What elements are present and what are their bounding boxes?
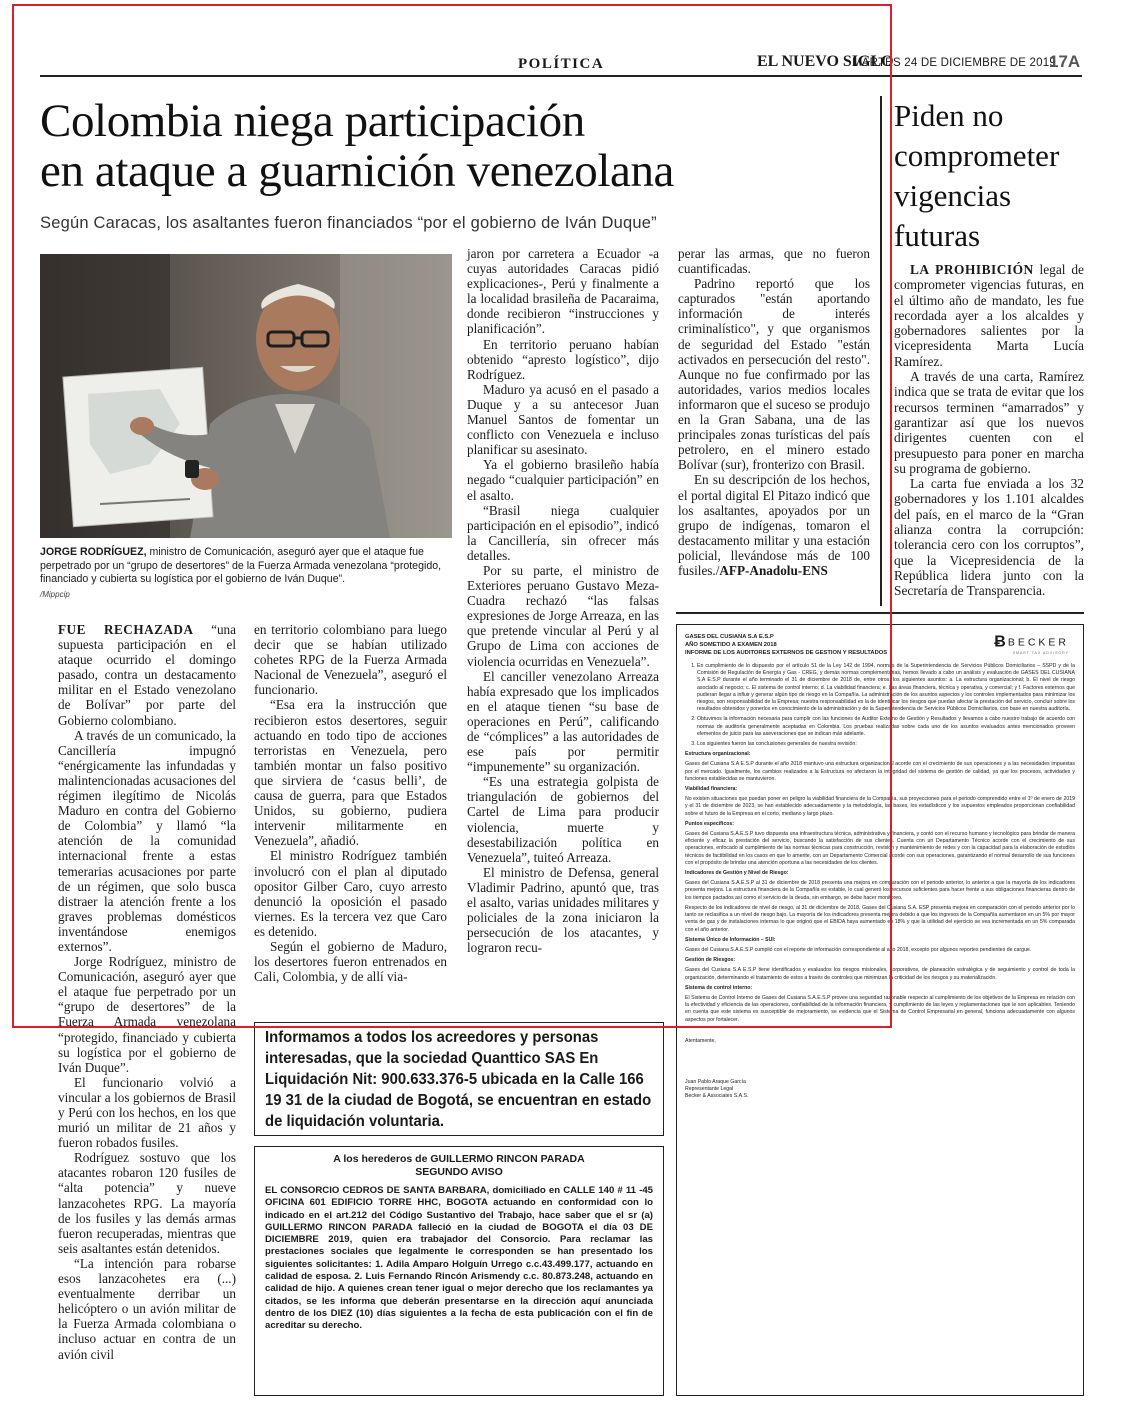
newspaper-name: EL NUEVO SIGLO — [757, 53, 894, 70]
side-paragraph-1: LA PROHIBICIÓN legal de comprometer vigencias futuras, en el último año de mandato, les fue recordada ayer a los alcaldes y gobernadores salientes por la vicepresidenta Marta Lucía Ramírez. — [894, 262, 1084, 369]
audit-paragraph: Gases del Cusiana S.A.E.S.P tuvo dispuesta una infraestructura técnica, administrativa y financiera, y contó con el recurso humano y tecnológico para brindar de manera eficiente y eficaz la prestación del servicio, buscando la satisfacción de sus clientes. Cuenta con un Departamento Técnico acorde con el crecimiento de sus operaciones, enfocado al cumplimiento de las normas técnicas para construcción, revisión y mantenimiento de redes y con la capacidad para la elaboración de estudios técnicos de factibilidad en los casos en que lo amerite, con un Departamento Comercial acorde con sus operaciones, garantizando el normal desarrollo de sus funciones con el propósito de brindar una atención oportuna a las necesidades de los clientes. — [685, 831, 1075, 866]
col3-paragraph-4: Ya el gobierno brasileño había negado “cualquier participación” en el asalto. — [467, 457, 659, 503]
heirs-notice-body: EL CONSORCIO CEDROS DE SANTA BARBARA, domiciliado en CALLE 140 # 11 -45 OFICINA 601 EDIFICIO TORRE HHC, BOGOTA actuando en conformidad con lo indicado en el art.212 del Código Sustantivo del Trabajo, hace saber que el sr (a) GUILLERMO RINCON PARADA falleció en la ciudad de BOGOTA el día 03 DE DICIEMBRE 2019, quien era trabajador del Consorcio. Para reclamar las prestaciones sociales que legalmente le corresponden se han presentado los siguientes solicitantes: 1. Adila Amparo Holguín Urrego c.c.43.499.177, actuando en calidad de esposa. 2. Luis Fernando Rincón Arismendy c.c. 80.873.248, actuando en calidad de hijo. A quienes crean tener igual o mejor derecho que los reclamantes ya citados, se les informa que deberán presentarse en la dirección aquí anunciada dentro de los DIEZ (10) días siguientes a la fecha de esta publicación con el fin de acreditar su derecho. — [265, 1185, 653, 1332]
col3-paragraph-5: “Brasil niega cualquier participación en el episodio”, indicó la Cancillería, sin ofrecer más detalles. — [467, 502, 659, 563]
audit-paragraph: Gases del Cusiana S.A E.S.P tiene identificados y evaluados los riesgos misionales, corporativos, de planeación estratégica y de seguimiento y control de toda la organización, determinando el tratamiento de estos a través de controles que minimizan la criticidad de los riesgos y su materialización. — [685, 967, 1075, 981]
audit-item-1: 1. En cumplimiento de lo dispuesto por el artículo 51 de la Ley 142 de 1994, normas de la Superintendencia de Servicios Públicos Domiciliarios – SSPD y de la Comisión de Regulación de Energía y Gas - CREG, y demás normas complementarias, hemos llevado a cabo un análisis y evaluación de GASES DEL CUSIANA S.A E.S.P durante el año terminado el 31 de diciembre de 2018 de, entre otros, los siguientes asuntos: a. La estructura organizacional; b. El nivel de riesgo asociado al negocio; c. El sistema de control interno; d. La viabilidad financiera; e. Las áreas financiera, técnica y operativa, y comercial; y f. Factores externos que pudieran llegar a influir y generar algún tipo de riesgo en la Compañía. La administración de los asuntos aspectos y los controles implementados para minimizar los riesgos, son responsabilidad de la Empresa; nuestra responsabilidad es la de identificar los riesgos que puedan afectar la prestación del servicio, concluir sobre los resultados obtenidos y ponerlos en conocimiento de la administración y de la Superintendencia de Servicios Públicos Domiciliarios, con base en nuestra auditoría. — [697, 663, 1075, 713]
section-label: POLÍTICA — [518, 56, 605, 72]
audit-closing: Atentamente, — [685, 1037, 716, 1044]
col1-paragraph-5: Rodríguez sostuvo que los atacantes robaron 120 fusiles de “alta potencia” y nueve lanzacohetes RPG. La mayoría de los fusiles y las demás armas fueron recuperadas, mientras que seis asaltantes están detenidos. — [58, 1150, 236, 1256]
audit-report — [676, 624, 1084, 1396]
side-paragraph-2: A través de una carta, Ramírez indica que se trata de evitar que los recursos terminen “amarrados” y garantizar así que los nuevos dirigentes cuenten con el presupuesto para poner en marcha su programa de gobierno. — [894, 369, 1084, 476]
side-article-body — [894, 262, 1084, 599]
side-bottom-rule — [676, 612, 1084, 614]
col3-paragraph-9: El ministro de Defensa, general Vladimir Padrino, apuntó que, tras el asalto, varias unidades militares y policiales de la zona iniciaron la persecución de los atacantes, y lograron recu- — [467, 864, 659, 956]
becker-logo — [994, 633, 1069, 655]
col3-paragraph-3: Maduro ya acusó en el pasado a Duque y a su antecesor Juan Manuel Santos de fomentar un conflicto con Venezuela e incluso planificar su asesinato. — [467, 381, 659, 458]
audit-heading: Viabilidad financiera: — [685, 786, 738, 793]
audit-signatory-role: Representante Legal — [685, 1086, 734, 1093]
audit-signatory-name: Juan Pablo Araque García — [685, 1078, 746, 1085]
col1-paragraph-3: Jorge Rodríguez, ministro de Comunicación, aseguró ayer que el ataque fue perpetrado por un “grupo de desertores” de la Fuerza Armada venezolana “protegido, financiado y cubierta su logística por el gobierno de Iván Duque”. — [58, 954, 236, 1075]
caption-name: JORGE RODRÍGUEZ, — [40, 546, 147, 558]
side-paragraph-3: La carta fue enviada a los 32 gobernadores y los 1.101 alcaldes del país, en el marco de la “Gran alianza contra la corrupción: tolerancia cero con los corruptos”, que la Vicepresidencia de la República lidera junto con la Secretaría de Transparencia. — [894, 476, 1084, 599]
heirs-notice-title: A los herederos de GUILLERMO RINCON PARADA — [333, 1153, 585, 1165]
col3-paragraph-7: El canciller venezolano Arreaza había expresado que los implicados en el ataque tienen “su base de operaciones en Perú”, calificando de “cómplices” a las autoridades de ese país por permitir “impunemente” su organización. — [467, 668, 659, 775]
page-number: 17A — [1049, 52, 1081, 71]
photo-credit: /Mippcip — [40, 590, 70, 599]
photo-illustration — [40, 254, 452, 538]
audit-item-3: 3. Los siguientes fueron las conclusiones generales de nuestra revisión: — [697, 741, 1075, 748]
side-lead-in: LA PROHIBICIÓN — [910, 262, 1034, 277]
becker-logo-tagline: SMART TAX ADVISORY — [1012, 651, 1069, 656]
main-headline — [40, 96, 674, 196]
audit-paragraph: Gases del Cusiana S.A.E.S.P cumplió con el reporte de información correspondiente al año 2018, excepto por algunos reportes pendientes de cargue. — [685, 946, 1032, 953]
becker-logo-mark: Ƀ — [994, 633, 1004, 651]
becker-logo-text: BECKER — [1007, 636, 1069, 649]
main-subhead: Según Caracas, los asaltantes fueron financiados “por el gobierno de Iván Duque” — [40, 214, 657, 232]
audit-signatory-firm: Becker & Associates S.A.S. — [685, 1093, 749, 1100]
col3-paragraph-1: jaron por carretera a Ecuador -a cuyas autoridades Caracas pidió explicaciones-, Perú y finalmente a la localidad brasileña de Pacaraima, donde recibieron “instrucciones y planificación”. — [467, 246, 659, 337]
article-photo — [40, 254, 452, 538]
col3-paragraph-2: En territorio peruano habían obtenido “apresto logístico”, dijo Rodríguez. — [467, 336, 659, 382]
issue-date: MARTES 24 DE DICIEMBRE DE 2019 — [852, 57, 1056, 69]
lead-in: FUE RECHAZADA — [58, 622, 194, 637]
col4-paragraph-2: Padrino reportó que los capturados "están aportando información de interés criminalístico", y que organismos de seguridad del Estado "están activados en persecución del resto". Aunque no fue confirmado por las autoridades, varios medios locales informaron que el suceso se produjo en la Gran Sabana, una de las principales zonas turísticas del país petrolero, en el minero estado Bolívar (sur), fronterizo con Brasil. — [678, 276, 870, 473]
col4-paragraph-1: perar las armas, que no fueron cuantificadas. — [678, 246, 870, 277]
audit-report-body — [685, 663, 1075, 1101]
audit-heading: Sistema de control interno: — [685, 984, 753, 991]
audit-heading: Sistema Único de Información – SUI: — [685, 936, 776, 943]
col2-paragraph-4: Según el gobierno de Maduro, los desertores fueron entrenados en Cali, Colombia, y de allí via- — [254, 938, 447, 985]
audit-paragraph: Respecto de los indicadores de nivel de riesgo, al 31 de diciembre de 2018, Gases del Cusiana S.A. ESP presenta mejora en comparación con el periodo anterior por lo tanto se reclasifica a un nivel de riesgo bajo. La mayoría de los indicadores presenta mejora debido a que los ingresos de la Compañía aumentaron en un 5% por mayor venta de gas y de instalaciones internas lo que originó que el EBIDA haya aumentado en 18% y que la utilidad del ejercicio se vea incrementada en un 5% comparada con el año anterior. — [685, 904, 1075, 933]
article-column-3 — [467, 246, 659, 955]
audit-paragraph: No existen situaciones que puedan poner en peligro la viabilidad financiera de la Compañía, sus proyecciones para el periodo comprendido entre el 1º de enero de 2019 y el 31 de diciembre de 2023, se han establecido adecuadamente y la metodología, las bases, los estadísticos y los supuestos empleados proporcionan confiabilidad sobre el futuro de la Empresa en el corto, mediano y largo plazo. — [685, 796, 1075, 817]
col3-paragraph-8: “Es una estrategia golpista de triangulación de gobiernos del Cartel de Lima para producir violencia, muerte y desestabilización política en Venezuela”, tuiteó Arreaza. — [467, 774, 659, 865]
audit-heading: Indicadores de Gestión y Nivel de Riesgo: — [685, 870, 789, 877]
audit-paragraph: El Sistema de Control Interno de Gases del Cusiana S.A.E.S.P provee una seguridad razonable respecto al cumplimiento de los objetivos de la Empresa en relación con la efectividad y eficiencia de las operaciones, confiabilidad de la información financiera, y cumplimiento de las leyes y reglamentaciones que le son aplicables. Teniendo en cuenta que este sistema es susceptible de mejoramiento, se evidencia que el Sistema de Control Empresarial en general, funciona adecuadamente con algunos aspectos por fortalecer. — [685, 994, 1075, 1023]
liquidation-notice — [254, 1022, 664, 1136]
side-headline: Piden no comprometer vigencias futuras — [894, 98, 1060, 253]
article-column-2 — [254, 622, 447, 984]
headline-line-2: en ataque a guarnición venezolana — [40, 145, 675, 197]
photo-caption — [40, 546, 452, 587]
col4-paragraph-3: En su descripción de los hechos, el portal digital El Pitazo indicó que los asaltantes, apoyados por un grupo de indígenas, tomaron el destacamento militar y una estación policial, llevándose más de 100 fusiles./AFP-Anadolu-ENS — [678, 472, 870, 578]
col3-paragraph-6: Por su parte, el ministro de Exteriores peruano Gustavo Meza-Cuadra rechazó “las falsas expresiones de Jorge Arreaza, en las que pretende vincular al Perú y al Grupo de Lima con acciones de violencia ocurridas en Venezuela”. — [467, 562, 659, 669]
col1-paragraph-1: FUE RECHAZADA “una supuesta participación en el ataque ocurrido el domingo pasado, contra un destacamento militar en el Estado venezolano de Bolívar” por parte del Gobierno colombiano. — [58, 622, 236, 728]
side-column-rule — [880, 96, 882, 606]
col1-paragraph-2: A través de un comunicado, la Cancillería impugnó “enérgicamente las infundadas y malintencionadas acusaciones del régimen ilegítimo de Nicolás Maduro en contra del Gobierno de Colombia” y llamó “la atención de la comunidad internacional frente a estas temerarias acusaciones por parte de un régimen, que solo busca distraer la atención frente a los graves problemas domésticos inventándose enemigos externos”. — [58, 727, 236, 954]
article-column-4 — [678, 246, 870, 578]
col2-paragraph-1: en territorio colombiano para luego decir que se habían utilizado cohetes RPG de la Fuerza Armada Nacional de Venezuela”, aseguró el funcionario. — [254, 622, 447, 698]
article-column-1 — [58, 622, 236, 1362]
audit-heading: Puntos específicos: — [685, 820, 735, 827]
header-rule — [40, 75, 1082, 77]
audit-report-title: GASES DEL CUSIANA S.A E.S.P AÑO SOMETIDO A EXAMEN 2018 INFORME DE LOS AUDITORES EXTERNOS DE GESTION Y RESULTADOS — [685, 634, 888, 656]
liquidation-notice-text: Informamos a todos los acreedores y personas interesadas, que la sociedad Quanttico SAS En Liquidación Nit: 900.633.376-5 ubicada en la Calle 166 19 31 de la ciudad de Bogotá, se encuentran en estado de liquidación voluntaria. — [265, 1029, 652, 1130]
col1-paragraph-6: “La intención para robarse esos lanzacohetes era (...) eventualmente derribar un helicóptero o un avión militar de la Fuerza Armada colombiana o incluso actuar en contra de un avión civil — [58, 1255, 236, 1362]
article-byline: AFP-Anadolu-ENS — [719, 562, 828, 578]
audit-paragraph: Gases del Cusiana S.A E.S.P durante el año 2018 mantuvo una estructura organizacional acorde con el crecimiento de sus operaciones y a las necesidades impuestas por el mercado. Igualmente, los cambios realizados a la Estructura no afectaron la integridad del sistema de gestión de calidad, ya que los procesos, actividades y funciones establecidas se mantuvieron. — [685, 761, 1075, 782]
caption-text: ministro de Comunicación, aseguró ayer que el ataque fue perpetrado por un “grupo de desertores” de la Fuerza Armada venezolana “protegido, financiado y cubierta su logística por el gobierno de Iván Duque”. — [40, 546, 442, 586]
audit-heading: Estructura organizacional: — [685, 751, 751, 758]
audit-paragraph: Gases del Cusiana S.A.E.S.P al 31 de diciembre de 2018 presenta una mejora en comparación con el periodo anterior, lo anterior a que la mayoría de los indicadores presenta mejora. La estructura financiera de la Compañía es estable, lo cual generó los recursos suficientes para hacer frente a sus obligaciones financieras dentro de los tiempos pactados así como el servicio de la deuda, sin embargo, se debe hacer monitoreo. — [685, 880, 1075, 901]
heirs-notice — [254, 1146, 664, 1396]
audit-heading: Gestión de Riesgos: — [685, 957, 736, 964]
col2-paragraph-2: “Esa era la instrucción que recibieron estos desertores, seguir actuando en todo tipo de acciones terroristas en Venezuela, pero también montar un falso positivo que sirviera de ‘casus belli’, de causa de guerra, para que Estados Unidos, su gobierno, pudiera intervenir militarmente en Venezuela”, añadió. — [254, 697, 447, 849]
audit-item-2: 2. Obtuvimos la información necesaria para cumplir con las funciones de Auditor Externo de Gestión y Resultados y llevamos a cabo nuestro trabajo de acuerdo con normas de auditoría generalmente aceptadas en Colombia. Los pruebas realizadas sobre cada uno de los asuntos evaluados antes mencionados proveen elementos de juicio para las aseveraciones que se indican más adelante. — [697, 716, 1075, 738]
headline-line-1: Colombia niega participación — [40, 95, 585, 147]
heirs-notice-subtitle: SEGUNDO AVISO — [415, 1166, 503, 1178]
col1-paragraph-4: El funcionario volvió a vincular a los gobiernos de Brasil y Perú con los hechos, en los que murió un militar de 21 años y fueron robados fusiles. — [58, 1074, 236, 1151]
col2-paragraph-3: El ministro Rodríguez también involucró con el plan al diputado opositor Gilber Caro, cuyo arresto denunció la oposición el pasado viernes. Es la tercera vez que Caro es detenido. — [254, 848, 447, 939]
